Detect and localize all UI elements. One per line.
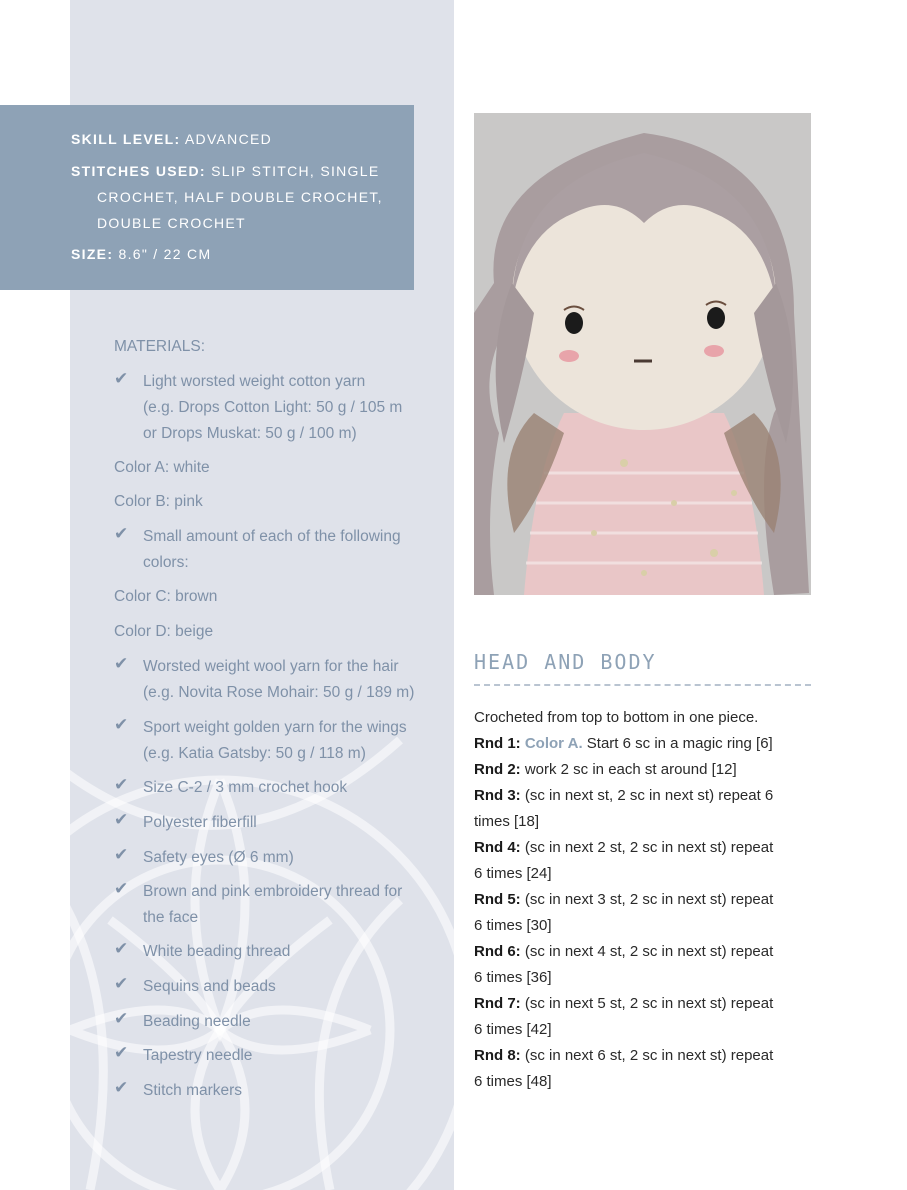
stitches-label: STITCHES USED:	[71, 163, 206, 179]
checkmark-icon: ✔	[114, 939, 129, 958]
checkmark-icon: ✔	[114, 1078, 129, 1097]
checkmark-icon: ✔	[114, 1043, 129, 1062]
round-8	[474, 1043, 804, 1095]
round-text: (sc in next 6 st, 2 sc in next st) repeat	[520, 1047, 774, 1064]
pattern-instructions	[474, 705, 804, 1095]
checkmark-icon: ✔	[114, 715, 129, 734]
checkmark-icon: ✔	[114, 810, 129, 829]
round-4	[474, 835, 804, 887]
list-item-text: (e.g. Drops Cotton Light: 50 g / 105 m	[143, 399, 403, 416]
amigurumi-doll-illustration	[474, 113, 811, 595]
list-item-text: Worsted weight wool yarn for the hair	[143, 658, 399, 675]
size-line	[71, 246, 211, 262]
skill-level-value: ADVANCED	[184, 131, 273, 147]
round-label: Rnd 4:	[474, 839, 521, 856]
list-item-text: (e.g. Novita Rose Mohair: 50 g / 189 m)	[143, 684, 415, 701]
round-text: 6 times [42]	[474, 1021, 552, 1038]
round-text: 6 times [30]	[474, 917, 552, 934]
list-item-text: Small amount of each of the following	[143, 528, 401, 545]
list-item-text: or Drops Muskat: 50 g / 100 m)	[143, 425, 357, 442]
stitches-value-1: SLIP STITCH, SINGLE	[211, 163, 380, 179]
size-label: SIZE:	[71, 246, 114, 262]
list-item-text: White beading thread	[143, 943, 291, 960]
round-2	[474, 757, 804, 783]
round-text: Start 6 sc in a magic ring [6]	[582, 735, 773, 752]
skill-level-line	[71, 131, 272, 147]
list-item-text: colors:	[143, 554, 189, 571]
intro-text: Crocheted from top to bottom in one piece.	[474, 709, 759, 726]
round-text: 6 times [24]	[474, 865, 552, 882]
round-1	[474, 731, 804, 757]
round-label: Rnd 1:	[474, 735, 521, 752]
list-item-text: Safety eyes (Ø 6 mm)	[143, 849, 294, 866]
materials-title: MATERIALS:	[114, 338, 206, 355]
round-text: times [18]	[474, 813, 540, 830]
list-item-text: Stitch markers	[143, 1082, 243, 1099]
round-text: (sc in next 5 st, 2 sc in next st) repeat	[520, 995, 774, 1012]
checkmark-icon: ✔	[114, 775, 129, 794]
round-text: (sc in next st, 2 sc in next st) repeat 6	[520, 787, 774, 804]
checkmark-icon: ✔	[114, 974, 129, 993]
pattern-info-box	[0, 105, 414, 290]
color-a-label: Color A.	[524, 735, 583, 752]
list-item-text: Tapestry needle	[143, 1047, 253, 1064]
round-label: Rnd 7:	[474, 995, 521, 1012]
section-title: HEAD AND BODY	[474, 650, 657, 674]
round-text: (sc in next 4 st, 2 sc in next st) repeat	[520, 943, 774, 960]
round-text: work 2 sc in each st around [12]	[520, 761, 737, 778]
checkmark-icon: ✔	[114, 524, 129, 543]
list-item-text: Sport weight golden yarn for the wings	[143, 719, 407, 736]
round-label: Rnd 3:	[474, 787, 521, 804]
round-text: 6 times [36]	[474, 969, 552, 986]
skill-level-label: SKILL LEVEL:	[71, 131, 181, 147]
list-item-text: Brown and pink embroidery thread for	[143, 883, 403, 900]
round-text: (sc in next 2 st, 2 sc in next st) repeat	[520, 839, 774, 856]
doll-photo	[474, 113, 811, 595]
list-item-text: Polyester fiberfill	[143, 814, 257, 831]
round-6	[474, 939, 804, 991]
color-b-line: Color B: pink	[114, 493, 203, 510]
list-item-text: Light worsted weight cotton yarn	[143, 373, 366, 390]
list-item-text: Beading needle	[143, 1013, 251, 1030]
round-7	[474, 991, 804, 1043]
list-item-text: (e.g. Katia Gatsby: 50 g / 118 m)	[143, 745, 366, 762]
checkmark-icon: ✔	[114, 845, 129, 864]
round-5	[474, 887, 804, 939]
checkmark-icon: ✔	[114, 1009, 129, 1028]
round-3	[474, 783, 804, 835]
size-value: 8.6" / 22 CM	[118, 246, 212, 262]
checkmark-icon: ✔	[114, 654, 129, 673]
stitches-value-2: CROCHET, HALF DOUBLE CROCHET,	[97, 189, 383, 205]
stitches-line	[71, 163, 379, 179]
list-item-text: Size C-2 / 3 mm crochet hook	[143, 779, 348, 796]
round-text: 6 times [48]	[474, 1073, 552, 1090]
round-label: Rnd 8:	[474, 1047, 521, 1064]
checkmark-icon: ✔	[114, 369, 129, 388]
list-item-text: the face	[143, 909, 199, 926]
round-text: (sc in next 3 st, 2 sc in next st) repeat	[520, 891, 774, 908]
color-c-line: Color C: brown	[114, 588, 218, 605]
checkmark-icon: ✔	[114, 879, 129, 898]
stitches-value-3: DOUBLE CROCHET	[97, 215, 246, 231]
round-label: Rnd 5:	[474, 891, 521, 908]
dashed-divider	[474, 684, 811, 686]
list-item-text: Sequins and beads	[143, 978, 276, 995]
color-d-line: Color D: beige	[114, 623, 214, 640]
color-a-line: Color A: white	[114, 459, 210, 476]
round-label: Rnd 2:	[474, 761, 521, 778]
round-label: Rnd 6:	[474, 943, 521, 960]
